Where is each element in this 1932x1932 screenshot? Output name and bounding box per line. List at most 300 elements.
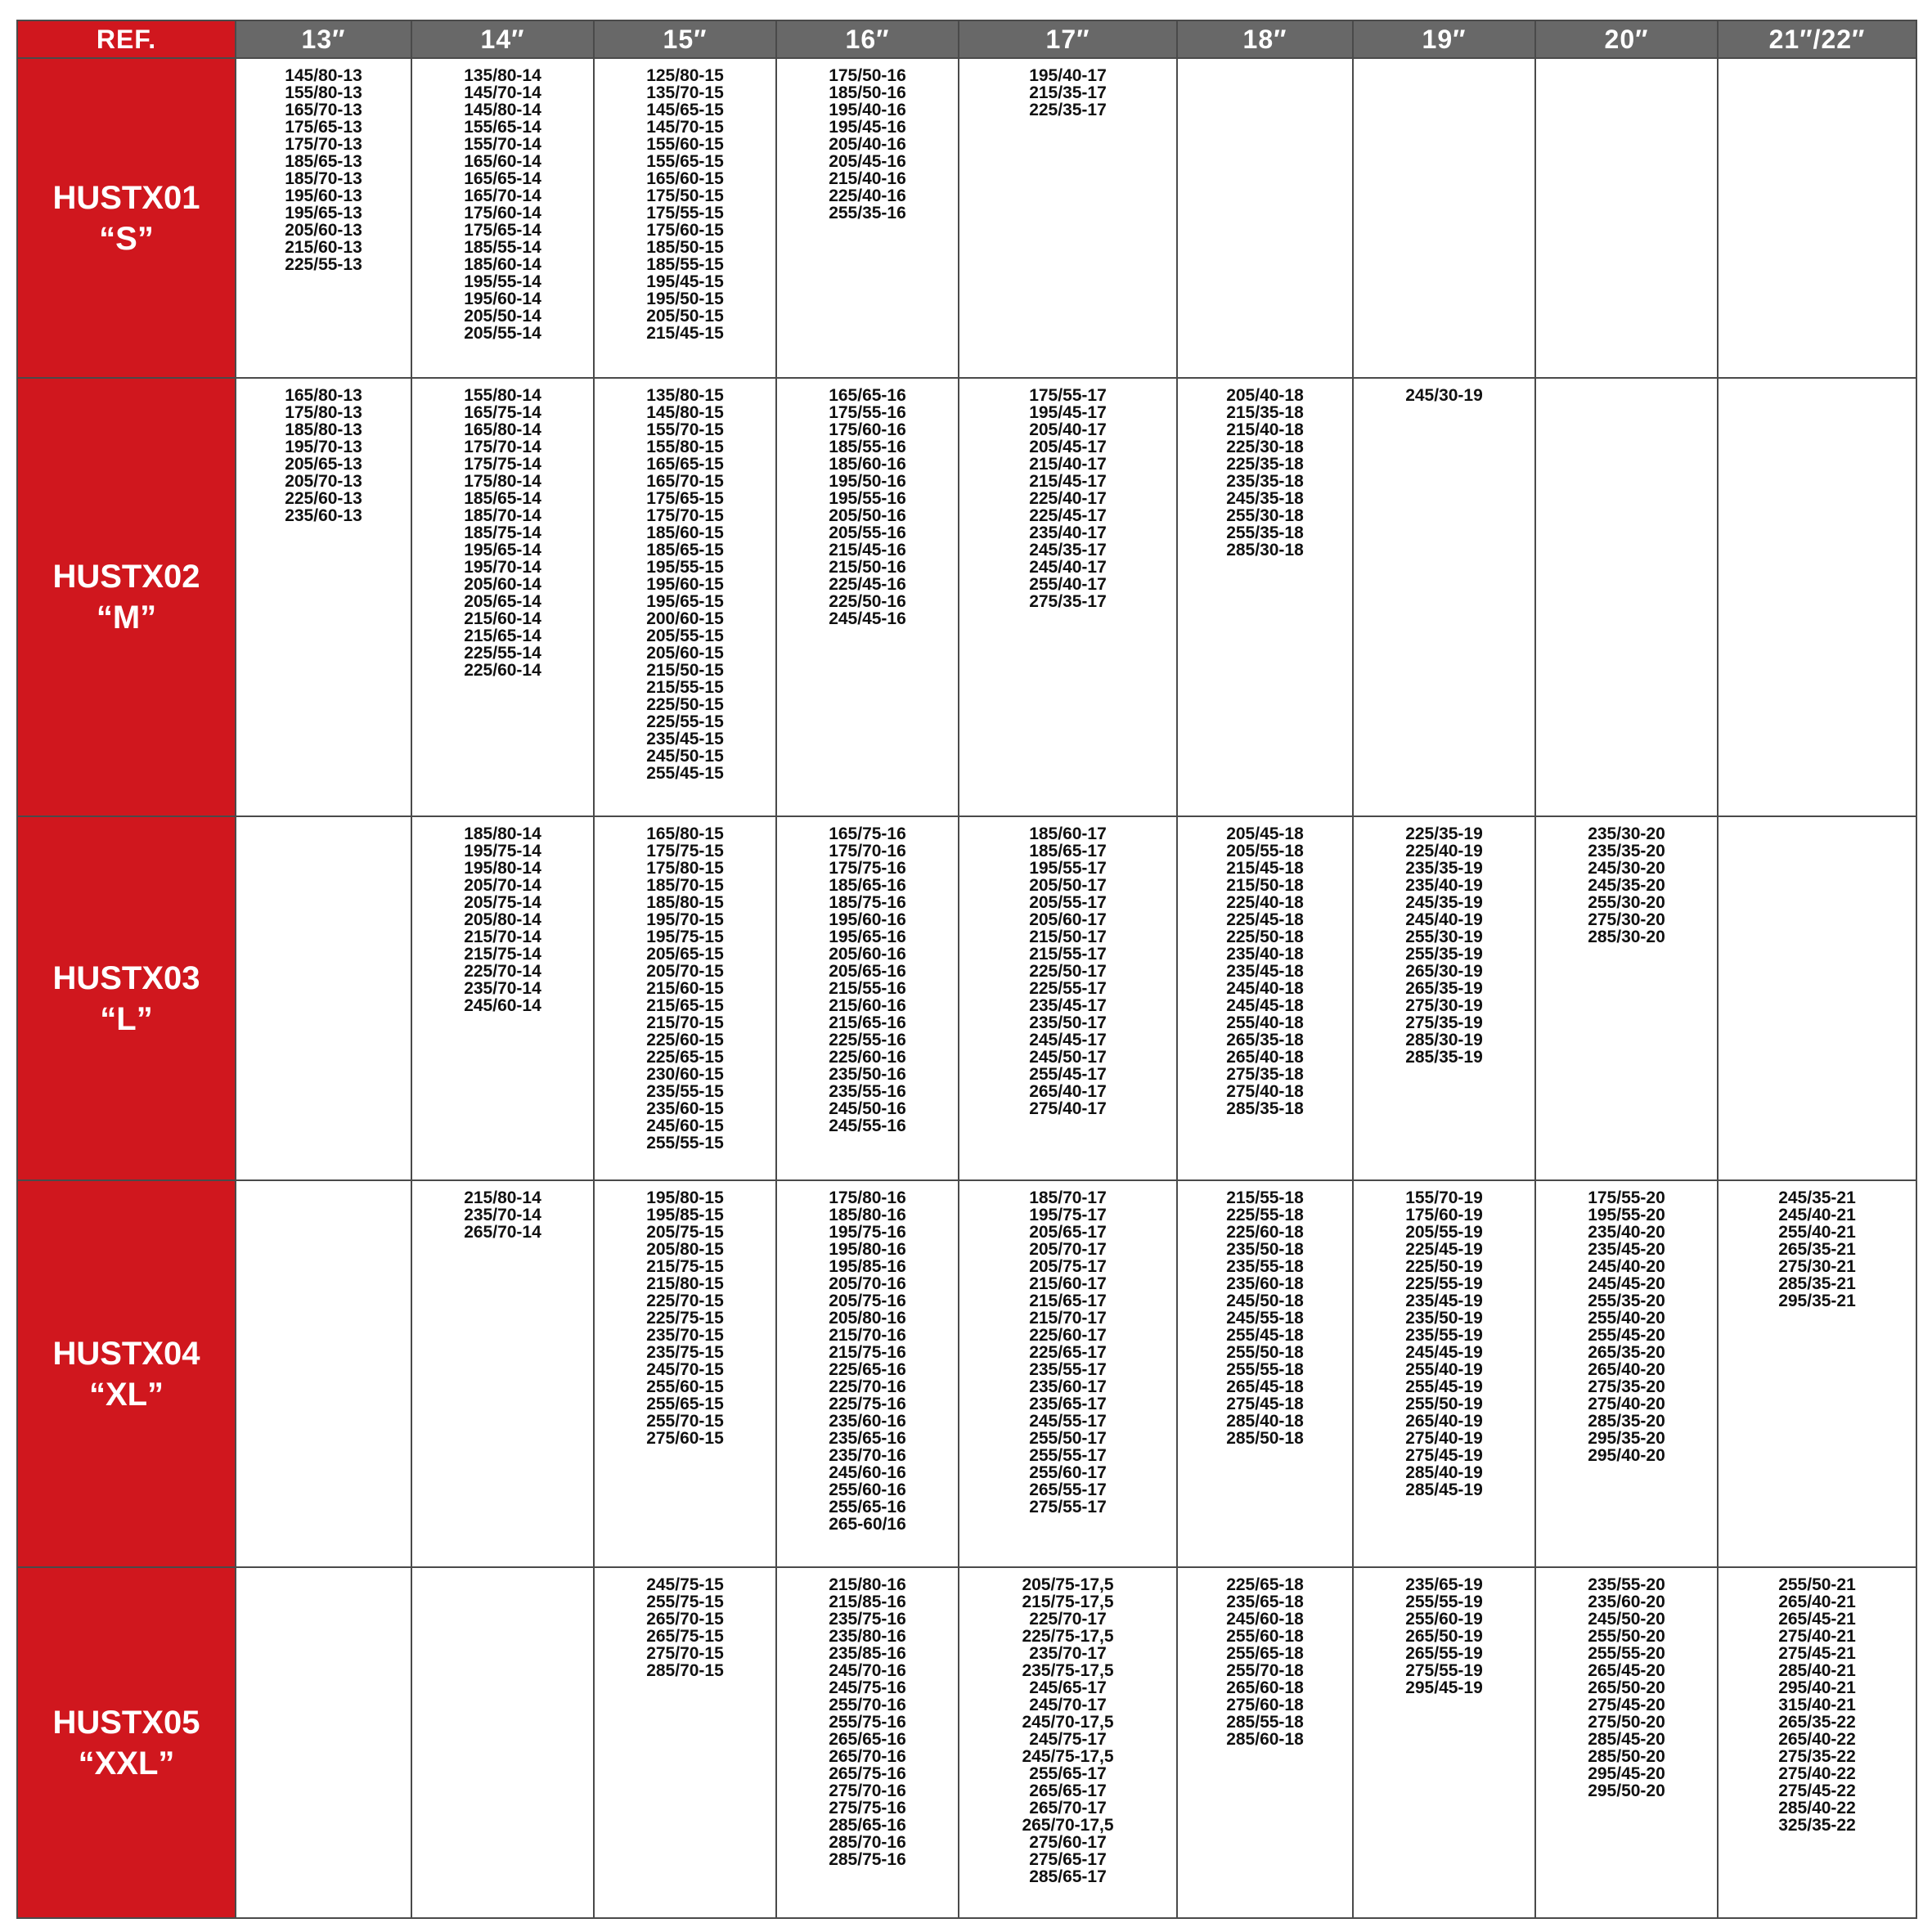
size-cell bbox=[1177, 58, 1353, 378]
tire-size: 235/60-20 bbox=[1588, 1593, 1665, 1611]
tire-size: 215/50-17 bbox=[1029, 928, 1107, 946]
tire-size: 215/70-16 bbox=[829, 1326, 906, 1345]
tire-size: 235/55-19 bbox=[1405, 1326, 1483, 1345]
tire-size: 275/35-18 bbox=[1226, 1065, 1304, 1084]
tire-size: 215/45-15 bbox=[646, 324, 724, 343]
tire-size: 245/50-16 bbox=[829, 1099, 906, 1118]
size-cell bbox=[411, 378, 594, 816]
tire-size: 255/45-18 bbox=[1226, 1326, 1304, 1345]
tire-size: 245/55-16 bbox=[829, 1117, 906, 1135]
tire-size: 245/35-17 bbox=[1029, 541, 1107, 559]
size-cell bbox=[1353, 1180, 1535, 1567]
tire-size: 185/50-16 bbox=[829, 83, 906, 102]
tire-size: 225/50-15 bbox=[646, 695, 724, 714]
tire-size: 255/35-18 bbox=[1226, 523, 1304, 542]
tire-size: 295/45-20 bbox=[1588, 1764, 1665, 1783]
tire-size: 265/35-19 bbox=[1405, 979, 1483, 998]
size-cell bbox=[1353, 1567, 1535, 1918]
tire-size: 205/75-16 bbox=[829, 1292, 906, 1310]
tire-size: 225/60-13 bbox=[285, 489, 362, 508]
tire-size: 215/55-15 bbox=[646, 678, 724, 697]
tire-size: 185/65-15 bbox=[646, 541, 724, 559]
tire-size: 235/45-15 bbox=[646, 730, 724, 748]
tire-size: 215/45-17 bbox=[1029, 472, 1107, 491]
tire-size: 275/60-15 bbox=[646, 1429, 724, 1448]
tire-size: 195/80-14 bbox=[464, 859, 541, 878]
tire-size: 175/60-14 bbox=[464, 204, 541, 222]
tire-size: 205/65-15 bbox=[646, 945, 724, 964]
tire-size: 265/60-18 bbox=[1226, 1678, 1304, 1697]
tire-size: 215/60-13 bbox=[285, 238, 362, 257]
tire-size: 215/65-17 bbox=[1029, 1292, 1107, 1310]
size-cell bbox=[1535, 1567, 1718, 1918]
ref-cell bbox=[17, 58, 236, 378]
ref-cell bbox=[17, 1180, 236, 1567]
tire-size: 215/60-14 bbox=[464, 609, 541, 628]
tire-size: 315/40-21 bbox=[1778, 1696, 1856, 1714]
tire-size: 195/55-15 bbox=[646, 558, 724, 577]
tire-size: 205/55-18 bbox=[1226, 842, 1304, 860]
tire-size: 245/35-19 bbox=[1405, 893, 1483, 912]
tire-size: 225/65-16 bbox=[829, 1360, 906, 1379]
tire-size: 215/65-15 bbox=[646, 996, 724, 1015]
tire-size: 245/60-14 bbox=[464, 996, 541, 1015]
tire-size: 175/75-14 bbox=[464, 455, 541, 474]
tire-size: 265/40-20 bbox=[1588, 1360, 1665, 1379]
tire-size: 285/30-20 bbox=[1588, 928, 1665, 946]
tire-size: 205/70-15 bbox=[646, 962, 724, 981]
tire-size: 255/45-17 bbox=[1029, 1065, 1107, 1084]
tire-size: 245/30-20 bbox=[1588, 859, 1665, 878]
tire-size: 165/70-15 bbox=[646, 472, 724, 491]
tire-size: 165/80-13 bbox=[285, 386, 362, 405]
tire-size: 175/50-15 bbox=[646, 186, 724, 205]
tire-size: 205/65-16 bbox=[829, 962, 906, 981]
tire-size: 235/65-17 bbox=[1029, 1395, 1107, 1413]
tire-size: 235/45-18 bbox=[1226, 962, 1304, 981]
tire-size: 165/65-14 bbox=[464, 169, 541, 188]
tire-size: 255/40-18 bbox=[1226, 1013, 1304, 1032]
tire-size: 245/60-18 bbox=[1226, 1610, 1304, 1629]
tire-size: 155/80-14 bbox=[464, 386, 541, 405]
tire-size-table bbox=[16, 20, 1917, 1919]
size-cell bbox=[1177, 1567, 1353, 1918]
tire-size: 195/55-16 bbox=[829, 489, 906, 508]
size-cell bbox=[1535, 58, 1718, 378]
size-cell bbox=[1177, 816, 1353, 1180]
tire-size: 225/65-15 bbox=[646, 1048, 724, 1067]
tire-size: 225/40-17 bbox=[1029, 489, 1107, 508]
tire-size: 195/60-13 bbox=[285, 186, 362, 205]
tire-size: 255/30-20 bbox=[1588, 893, 1665, 912]
tire-size: 155/70-15 bbox=[646, 420, 724, 439]
tire-size: 285/65-17 bbox=[1029, 1867, 1107, 1886]
tire-size: 265/40-21 bbox=[1778, 1593, 1856, 1611]
tire-size: 275/55-17 bbox=[1029, 1498, 1107, 1516]
tire-size: 275/60-17 bbox=[1029, 1833, 1107, 1852]
tire-size: 235/50-19 bbox=[1405, 1309, 1483, 1328]
tire-size: 235/60-17 bbox=[1029, 1377, 1107, 1396]
tire-size: 235/55-17 bbox=[1029, 1360, 1107, 1379]
tire-size: 195/60-15 bbox=[646, 575, 724, 594]
tire-size: 265-60/16 bbox=[829, 1515, 906, 1534]
table-row bbox=[17, 378, 1916, 816]
tire-size: 235/50-18 bbox=[1226, 1240, 1304, 1259]
tire-size: 265/70-14 bbox=[464, 1223, 541, 1242]
tire-size: 215/70-14 bbox=[464, 928, 541, 946]
tire-size: 245/75-16 bbox=[829, 1678, 906, 1697]
tire-size: 255/55-15 bbox=[646, 1134, 724, 1152]
tire-size: 185/55-15 bbox=[646, 255, 724, 274]
tire-size: 275/40-18 bbox=[1226, 1082, 1304, 1101]
tire-size: 235/50-16 bbox=[829, 1065, 906, 1084]
ref-size-label: “XL” bbox=[88, 1376, 164, 1413]
tire-size: 175/55-16 bbox=[829, 403, 906, 422]
tire-size: 245/70-15 bbox=[646, 1360, 724, 1379]
tire-size: 275/45-20 bbox=[1588, 1696, 1665, 1714]
tire-size: 255/35-20 bbox=[1588, 1292, 1665, 1310]
table-row bbox=[17, 1180, 1916, 1567]
tire-size: 265/70-17,5 bbox=[1022, 1816, 1114, 1835]
tire-size: 195/80-15 bbox=[646, 1188, 724, 1207]
tire-size: 275/50-20 bbox=[1588, 1713, 1665, 1732]
tire-size: 275/35-22 bbox=[1778, 1747, 1856, 1766]
tire-size: 185/60-17 bbox=[1029, 824, 1107, 843]
tire-size: 235/70-16 bbox=[829, 1446, 906, 1465]
tire-size: 125/80-15 bbox=[646, 66, 724, 85]
tire-size: 225/45-18 bbox=[1226, 910, 1304, 929]
tire-size: 235/80-16 bbox=[829, 1627, 906, 1646]
size-cell bbox=[1718, 378, 1916, 816]
tire-size: 225/50-18 bbox=[1226, 928, 1304, 946]
tire-size: 195/65-16 bbox=[829, 928, 906, 946]
tire-size: 275/30-19 bbox=[1405, 996, 1483, 1015]
tire-size: 255/75-15 bbox=[646, 1593, 724, 1611]
tire-size: 175/55-20 bbox=[1588, 1188, 1665, 1207]
tire-size: 195/65-13 bbox=[285, 204, 362, 222]
tire-size: 205/55-14 bbox=[464, 324, 541, 343]
size-cell bbox=[411, 58, 594, 378]
column-header-15: 15″ bbox=[594, 20, 776, 58]
tire-size: 185/60-15 bbox=[646, 523, 724, 542]
tire-size: 195/70-13 bbox=[285, 438, 362, 456]
tire-size: 195/65-14 bbox=[464, 541, 541, 559]
tire-size: 255/65-17 bbox=[1029, 1764, 1107, 1783]
tire-size: 175/55-17 bbox=[1029, 386, 1107, 405]
tire-size: 215/35-18 bbox=[1226, 403, 1304, 422]
tire-size: 245/50-15 bbox=[646, 747, 724, 766]
size-cell bbox=[1353, 58, 1535, 378]
tire-size: 185/65-13 bbox=[285, 152, 362, 171]
tire-size: 165/60-15 bbox=[646, 169, 724, 188]
tire-size: 275/40-17 bbox=[1029, 1099, 1107, 1118]
tire-size: 215/50-16 bbox=[829, 558, 906, 577]
tire-size: 235/35-19 bbox=[1405, 859, 1483, 878]
tire-size: 165/70-13 bbox=[285, 101, 362, 119]
size-cell bbox=[236, 378, 411, 816]
tire-size: 205/75-17 bbox=[1029, 1257, 1107, 1276]
tire-size: 255/55-19 bbox=[1405, 1593, 1483, 1611]
tire-size: 225/45-19 bbox=[1405, 1240, 1483, 1259]
tire-size: 185/60-14 bbox=[464, 255, 541, 274]
tire-size: 185/70-15 bbox=[646, 876, 724, 895]
tire-size: 195/45-15 bbox=[646, 272, 724, 291]
tire-size: 265/65-17 bbox=[1029, 1781, 1107, 1800]
ref-code: HUSTX03 bbox=[52, 959, 200, 996]
tire-size: 185/80-13 bbox=[285, 420, 362, 439]
size-cell bbox=[1718, 58, 1916, 378]
tire-size: 245/50-17 bbox=[1029, 1048, 1107, 1067]
tire-size: 225/45-16 bbox=[829, 575, 906, 594]
tire-size: 225/35-19 bbox=[1405, 824, 1483, 843]
tire-size: 235/65-19 bbox=[1405, 1575, 1483, 1594]
tire-size: 135/70-15 bbox=[646, 83, 724, 102]
tire-size: 275/40-19 bbox=[1405, 1429, 1483, 1448]
tire-size: 225/45-17 bbox=[1029, 506, 1107, 525]
tire-size: 175/60-16 bbox=[829, 420, 906, 439]
table-row bbox=[17, 1567, 1916, 1918]
tire-size: 215/85-16 bbox=[829, 1593, 906, 1611]
tire-size: 245/35-21 bbox=[1778, 1188, 1856, 1207]
tire-size: 195/85-15 bbox=[646, 1206, 724, 1224]
size-cell bbox=[411, 816, 594, 1180]
tire-size: 235/45-17 bbox=[1029, 996, 1107, 1015]
tire-size: 285/35-20 bbox=[1588, 1412, 1665, 1431]
tire-size: 245/45-18 bbox=[1226, 996, 1304, 1015]
tire-size: 285/70-15 bbox=[646, 1661, 724, 1680]
tire-size: 225/30-18 bbox=[1226, 438, 1304, 456]
size-cell bbox=[1535, 1180, 1718, 1567]
tire-size: 175/80-15 bbox=[646, 859, 724, 878]
tire-size: 285/30-19 bbox=[1405, 1031, 1483, 1049]
tire-size: 205/45-17 bbox=[1029, 438, 1107, 456]
size-cell bbox=[594, 1567, 776, 1918]
tire-size: 205/45-18 bbox=[1226, 824, 1304, 843]
ref-header: REF. bbox=[17, 20, 236, 58]
tire-size: 255/65-16 bbox=[829, 1498, 906, 1516]
tire-size: 155/70-14 bbox=[464, 135, 541, 154]
tire-size: 235/60-13 bbox=[285, 506, 362, 525]
tire-size: 215/70-17 bbox=[1029, 1309, 1107, 1328]
tire-size: 195/75-17 bbox=[1029, 1206, 1107, 1224]
tire-size: 195/85-16 bbox=[829, 1257, 906, 1276]
size-cell bbox=[1177, 378, 1353, 816]
column-header-21-22: 21″/22″ bbox=[1718, 20, 1916, 58]
tire-size: 155/80-15 bbox=[646, 438, 724, 456]
tire-size: 155/70-19 bbox=[1405, 1188, 1483, 1207]
tire-size: 205/60-17 bbox=[1029, 910, 1107, 929]
tire-size: 235/60-15 bbox=[646, 1099, 724, 1118]
tire-size: 215/60-16 bbox=[829, 996, 906, 1015]
tire-size: 275/30-20 bbox=[1588, 910, 1665, 929]
size-cell bbox=[1177, 1180, 1353, 1567]
ref-code: HUSTX05 bbox=[52, 1704, 200, 1741]
tire-size: 285/55-18 bbox=[1226, 1713, 1304, 1732]
tire-size: 285/40-22 bbox=[1778, 1799, 1856, 1817]
size-cell bbox=[959, 378, 1177, 816]
tire-size: 205/50-15 bbox=[646, 307, 724, 326]
tire-size: 175/50-16 bbox=[829, 66, 906, 85]
tire-size: 255/70-18 bbox=[1226, 1661, 1304, 1680]
tire-size: 245/50-20 bbox=[1588, 1610, 1665, 1629]
tire-size: 215/60-15 bbox=[646, 979, 724, 998]
tire-size: 225/75-17,5 bbox=[1022, 1627, 1114, 1646]
tire-size: 275/30-21 bbox=[1778, 1257, 1856, 1276]
tire-size: 205/45-16 bbox=[829, 152, 906, 171]
tire-size: 245/30-19 bbox=[1405, 386, 1483, 405]
tire-size: 255/45-19 bbox=[1405, 1377, 1483, 1396]
tire-size: 205/40-18 bbox=[1226, 386, 1304, 405]
tire-size: 185/65-14 bbox=[464, 489, 541, 508]
tire-size: 225/50-16 bbox=[829, 592, 906, 611]
column-header-16: 16″ bbox=[776, 20, 959, 58]
tire-size: 165/65-16 bbox=[829, 386, 906, 405]
tire-size: 285/60-18 bbox=[1226, 1730, 1304, 1749]
tire-size: 255/35-16 bbox=[829, 204, 906, 222]
tire-size: 185/75-14 bbox=[464, 523, 541, 542]
tire-size: 175/65-14 bbox=[464, 221, 541, 240]
tire-size: 255/50-19 bbox=[1405, 1395, 1483, 1413]
tire-size: 275/70-15 bbox=[646, 1644, 724, 1663]
tire-size: 265/75-16 bbox=[829, 1764, 906, 1783]
tire-size: 255/60-19 bbox=[1405, 1610, 1483, 1629]
tire-size: 275/35-20 bbox=[1588, 1377, 1665, 1396]
tire-size: 235/55-18 bbox=[1226, 1257, 1304, 1276]
tire-size: 215/35-17 bbox=[1029, 83, 1107, 102]
tire-size: 285/75-16 bbox=[829, 1850, 906, 1869]
tire-size: 235/30-20 bbox=[1588, 824, 1665, 843]
tire-size: 235/70-14 bbox=[464, 1206, 541, 1224]
size-cell bbox=[1353, 378, 1535, 816]
tire-size: 295/35-21 bbox=[1778, 1292, 1856, 1310]
tire-size: 225/65-18 bbox=[1226, 1575, 1304, 1594]
tire-size: 165/75-16 bbox=[829, 824, 906, 843]
size-cell bbox=[1535, 816, 1718, 1180]
tire-size: 245/60-15 bbox=[646, 1117, 724, 1135]
tire-size: 195/70-14 bbox=[464, 558, 541, 577]
tire-size: 275/45-19 bbox=[1405, 1446, 1483, 1465]
tire-size: 215/50-18 bbox=[1226, 876, 1304, 895]
tire-size: 230/60-15 bbox=[646, 1065, 724, 1084]
tire-size: 285/70-16 bbox=[829, 1833, 906, 1852]
tire-size: 265/35-20 bbox=[1588, 1343, 1665, 1362]
tire-size: 215/75-17,5 bbox=[1022, 1593, 1114, 1611]
tire-size: 215/45-16 bbox=[829, 541, 906, 559]
tire-size: 155/65-15 bbox=[646, 152, 724, 171]
tire-size: 245/45-20 bbox=[1588, 1274, 1665, 1293]
tire-size: 225/75-15 bbox=[646, 1309, 724, 1328]
tire-size: 200/60-15 bbox=[646, 609, 724, 628]
tire-size: 205/70-16 bbox=[829, 1274, 906, 1293]
tire-size: 215/80-15 bbox=[646, 1274, 724, 1293]
tire-size: 175/65-15 bbox=[646, 489, 724, 508]
tire-size: 215/40-18 bbox=[1226, 420, 1304, 439]
tire-size: 235/45-19 bbox=[1405, 1292, 1483, 1310]
tire-size: 235/70-14 bbox=[464, 979, 541, 998]
tire-size: 175/60-19 bbox=[1405, 1206, 1483, 1224]
size-cell bbox=[236, 58, 411, 378]
tire-size: 205/75-15 bbox=[646, 1223, 724, 1242]
size-cell bbox=[776, 1180, 959, 1567]
tire-size: 245/35-18 bbox=[1226, 489, 1304, 508]
tire-size: 175/80-14 bbox=[464, 472, 541, 491]
tire-size: 245/45-17 bbox=[1029, 1031, 1107, 1049]
tire-size: 255/40-21 bbox=[1778, 1223, 1856, 1242]
tire-size: 205/50-14 bbox=[464, 307, 541, 326]
tire-size: 215/80-14 bbox=[464, 1188, 541, 1207]
size-cell bbox=[411, 1567, 594, 1918]
tire-size: 225/70-16 bbox=[829, 1377, 906, 1396]
tire-size: 255/60-17 bbox=[1029, 1463, 1107, 1482]
tire-size: 285/35-21 bbox=[1778, 1274, 1856, 1293]
tire-size: 285/50-18 bbox=[1226, 1429, 1304, 1448]
tire-size: 285/30-18 bbox=[1226, 541, 1304, 559]
tire-size: 275/60-18 bbox=[1226, 1696, 1304, 1714]
tire-size: 245/55-17 bbox=[1029, 1412, 1107, 1431]
tire-size: 215/60-17 bbox=[1029, 1274, 1107, 1293]
tire-size: 295/45-19 bbox=[1405, 1678, 1483, 1697]
tire-size: 145/80-15 bbox=[646, 403, 724, 422]
tire-size: 285/40-19 bbox=[1405, 1463, 1483, 1482]
tire-size: 235/40-18 bbox=[1226, 945, 1304, 964]
tire-size: 245/75-17,5 bbox=[1022, 1747, 1114, 1766]
ref-cell bbox=[17, 816, 236, 1180]
tire-size: 235/85-16 bbox=[829, 1644, 906, 1663]
tire-size: 265/50-19 bbox=[1405, 1627, 1483, 1646]
tire-size: 255/60-16 bbox=[829, 1480, 906, 1499]
table-row bbox=[17, 816, 1916, 1180]
tire-size: 165/80-15 bbox=[646, 824, 724, 843]
tire-size: 265/65-16 bbox=[829, 1730, 906, 1749]
tire-size: 295/35-20 bbox=[1588, 1429, 1665, 1448]
tire-size: 225/70-15 bbox=[646, 1292, 724, 1310]
tire-size: 295/40-21 bbox=[1778, 1678, 1856, 1697]
tire-size: 225/60-14 bbox=[464, 661, 541, 680]
tire-size: 205/70-17 bbox=[1029, 1240, 1107, 1259]
size-cell bbox=[959, 1567, 1177, 1918]
tire-size: 215/55-16 bbox=[829, 979, 906, 998]
tire-size: 245/40-19 bbox=[1405, 910, 1483, 929]
size-cell bbox=[594, 816, 776, 1180]
tire-size: 255/75-16 bbox=[829, 1713, 906, 1732]
tire-size: 185/80-15 bbox=[646, 893, 724, 912]
tire-size: 295/50-20 bbox=[1588, 1781, 1665, 1800]
tire-size: 255/50-17 bbox=[1029, 1429, 1107, 1448]
tire-size: 225/60-17 bbox=[1029, 1326, 1107, 1345]
column-header-14: 14″ bbox=[411, 20, 594, 58]
tire-size: 265/55-19 bbox=[1405, 1644, 1483, 1663]
tire-size: 275/45-18 bbox=[1226, 1395, 1304, 1413]
tire-size: 255/55-18 bbox=[1226, 1360, 1304, 1379]
tire-size: 155/80-13 bbox=[285, 83, 362, 102]
tire-size: 195/45-16 bbox=[829, 118, 906, 137]
tire-size: 275/40-22 bbox=[1778, 1764, 1856, 1783]
tire-size: 215/50-15 bbox=[646, 661, 724, 680]
tire-size: 185/60-16 bbox=[829, 455, 906, 474]
tire-size: 195/65-15 bbox=[646, 592, 724, 611]
tire-size: 255/70-16 bbox=[829, 1696, 906, 1714]
tire-size: 255/50-21 bbox=[1778, 1575, 1856, 1594]
tire-size: 205/40-16 bbox=[829, 135, 906, 154]
tire-size: 155/65-14 bbox=[464, 118, 541, 137]
tire-size: 195/55-17 bbox=[1029, 859, 1107, 878]
tire-size: 225/70-17 bbox=[1029, 1610, 1107, 1629]
tire-size: 245/55-18 bbox=[1226, 1309, 1304, 1328]
tire-size: 215/65-16 bbox=[829, 1013, 906, 1032]
tire-size: 265/50-20 bbox=[1588, 1678, 1665, 1697]
size-cell bbox=[1353, 816, 1535, 1180]
tire-size: 175/65-13 bbox=[285, 118, 362, 137]
